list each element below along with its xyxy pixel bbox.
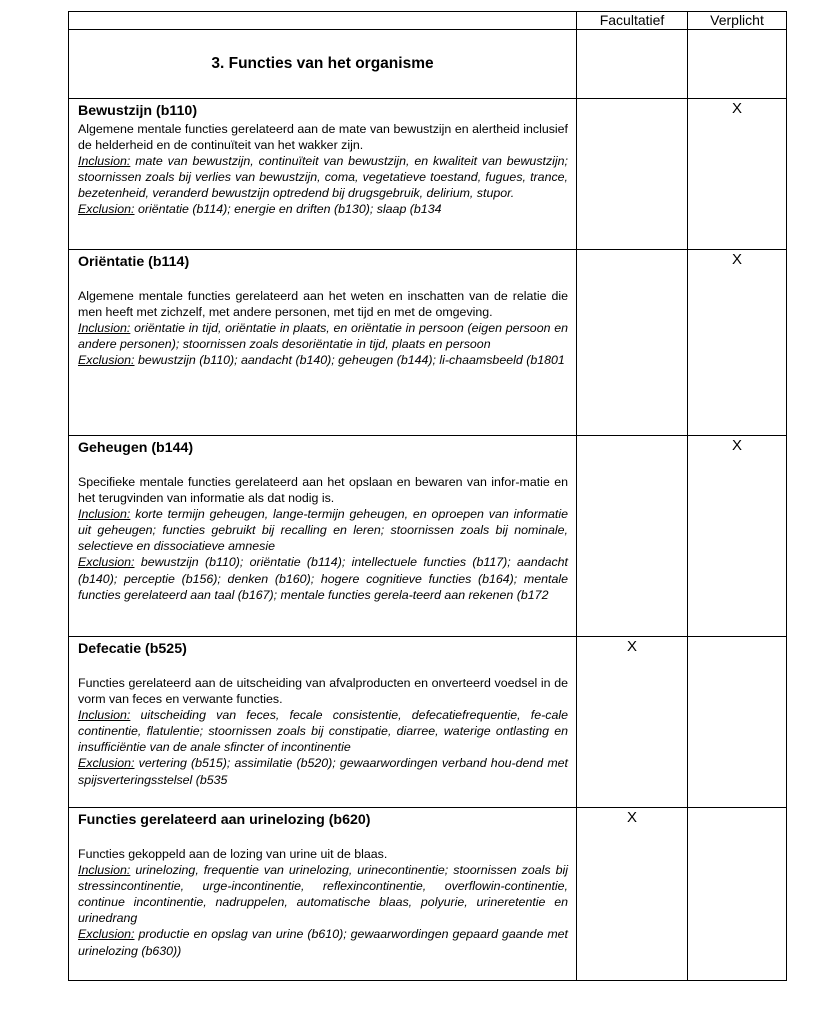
inclusion-label: Inclusion: [78, 321, 131, 336]
function-cell [69, 250, 577, 436]
table-row [69, 808, 787, 981]
exclusion-text [78, 926, 568, 958]
facultatief-mark [577, 250, 687, 252]
inclusion-text [78, 320, 568, 352]
facultatief-cell [577, 99, 688, 250]
inclusion-label: Inclusion: [78, 863, 131, 878]
inclusion-text [78, 153, 568, 201]
header-facultatief: Facultatief [577, 12, 688, 30]
table-row [69, 637, 787, 808]
section-title: 3. Functies van het organisme [211, 55, 434, 72]
inclusion-content: uitscheiding van feces, fecale consistentie, defecatiefrequentie, fe-cale continentie, flatulentie; stoornissen zoals bij constipatie, diarree, waterige ontlasting en insufficiëntie van de anale sfincter of incontinentie [78, 708, 568, 755]
inclusion-label: Inclusion: [78, 507, 131, 522]
function-description: Functies gerelateerd aan de uitscheiding van afvalproducten en onverteerd voedsel in de vorm van feces en verwante functies. [78, 676, 568, 707]
section-title-cell [69, 30, 577, 99]
function-title: Oriëntatie (b114) [78, 254, 190, 270]
table-row [69, 436, 787, 637]
facultatief-mark: X [626, 638, 637, 655]
function-description: Specifieke mentale functies gerelateerd aan het opslaan en bewaren van infor-matie en het terugvinden van informatie als dat nodig is. [78, 475, 568, 506]
verplicht-cell [688, 808, 787, 981]
verplicht-mark [688, 637, 786, 639]
exclusion-label: Exclusion: [78, 555, 135, 570]
inclusion-content: korte termijn geheugen, lange-termijn geheugen, en oproepen van informatie uit geheugen; functies gebruikt bij recalling en leren; stoornissen zoals bij nominale, selectieve en dissociatieve amnesie [78, 507, 568, 554]
exclusion-text [78, 554, 568, 602]
exclusion-content: bewustzijn (b110); aandacht (b140); geheugen (b144); li-chaamsbeeld (b1801 [137, 353, 565, 368]
facultatief-cell [577, 436, 688, 637]
header-row [69, 12, 787, 30]
inclusion-text [78, 707, 568, 755]
section-title-row [69, 30, 787, 99]
inclusion-text [78, 862, 568, 926]
function-title: Defecatie (b525) [78, 641, 187, 657]
function-cell [69, 436, 577, 637]
verplicht-cell [688, 99, 787, 250]
inclusion-content: mate van bewustzijn, continuïteit van bewustzijn, en kwaliteit van bewustzijn; stoornissen zoals bij verlies van bewustzijn, coma, vegetatieve toestand, fugues, trance, bezetenheid, veranderd bewustzijn optredend bij drugsgebruik, delirium, stupor. [78, 154, 568, 201]
function-title: Geheugen (b144) [78, 440, 194, 456]
function-title: Bewustzijn (b110) [78, 103, 198, 119]
verplicht-cell [688, 436, 787, 637]
table-row [69, 250, 787, 436]
exclusion-label: Exclusion: [78, 202, 135, 217]
verplicht-mark: X [731, 437, 742, 454]
exclusion-content: productie en opslag van urine (b610); gewaarwordingen gepaard gaande met urinelozing (b630)) [78, 927, 569, 958]
verplicht-mark: X [731, 251, 742, 268]
inclusion-text [78, 506, 568, 554]
empty-cell [577, 30, 688, 99]
header-empty-cell [69, 12, 577, 30]
header-verplicht: Verplicht [688, 12, 787, 30]
verplicht-cell [688, 250, 787, 436]
function-description: Functies gekoppeld aan de lozing van urine uit de blaas. [78, 847, 388, 861]
facultatief-mark [577, 436, 687, 438]
exclusion-text [78, 201, 568, 217]
facultatief-cell [577, 250, 688, 436]
exclusion-text [78, 352, 568, 368]
verplicht-mark: X [731, 100, 742, 117]
facultatief-mark [577, 99, 687, 101]
function-description: Algemene mentale functies gerelateerd aan de mate van bewustzijn en alertheid inclusief de helderheid en de continuïteit van het wakker zijn. [78, 122, 568, 153]
exclusion-content: bewustzijn (b110); oriëntatie (b114); intellectuele functies (b117); aandacht (b140); perceptie (b156); denken (b160); hogere cognitieve functies (b164); mentale functies gerelateerd aan taal (b167); mentale functies gerela-teerd aan rekenen (b172 [78, 555, 568, 602]
functions-table [68, 11, 787, 981]
function-title: Functies gerelateerd aan urinelozing (b620) [78, 812, 371, 828]
empty-cell [688, 30, 787, 99]
inclusion-content: oriëntatie in tijd, oriëntatie in plaats, en oriëntatie in persoon (eigen persoon en andere personen); stoornissen zoals desoriëntatie in tijd, plaats en persoon [78, 321, 568, 352]
function-cell [69, 808, 577, 981]
function-cell [69, 99, 577, 250]
inclusion-label: Inclusion: [78, 154, 131, 169]
exclusion-label: Exclusion: [78, 756, 135, 771]
exclusion-label: Exclusion: [78, 927, 135, 942]
facultatief-cell [577, 808, 688, 981]
facultatief-cell [577, 637, 688, 808]
verplicht-mark [688, 808, 786, 810]
function-cell [69, 637, 577, 808]
facultatief-mark: X [626, 809, 637, 826]
exclusion-content: vertering (b515); assimilatie (b520); gewaarwordingen verband hou-dend met spijsverteringsstelsel (b535 [78, 756, 568, 787]
inclusion-label: Inclusion: [78, 708, 131, 723]
verplicht-cell [688, 637, 787, 808]
exclusion-text [78, 755, 568, 787]
exclusion-content: oriëntatie (b114); energie en driften (b130); slaap (b134 [137, 202, 442, 217]
exclusion-label: Exclusion: [78, 353, 135, 368]
table-row [69, 99, 787, 250]
inclusion-content: urinelozing, frequentie van urinelozing, urinecontinentie; stoornissen zoals bij stressincontinentie, urge-incontinentie, reflexincontinentie, overflowin-continentie, continue incontinentie, nadruppelen, automatische blaas, polyurie, urineretentie en urinedrang [78, 863, 568, 926]
function-description: Algemene mentale functies gerelateerd aan het weten en inschatten van de relatie die men heeft met zichzelf, met andere personen, met tijd en met de omgeving. [78, 289, 568, 320]
